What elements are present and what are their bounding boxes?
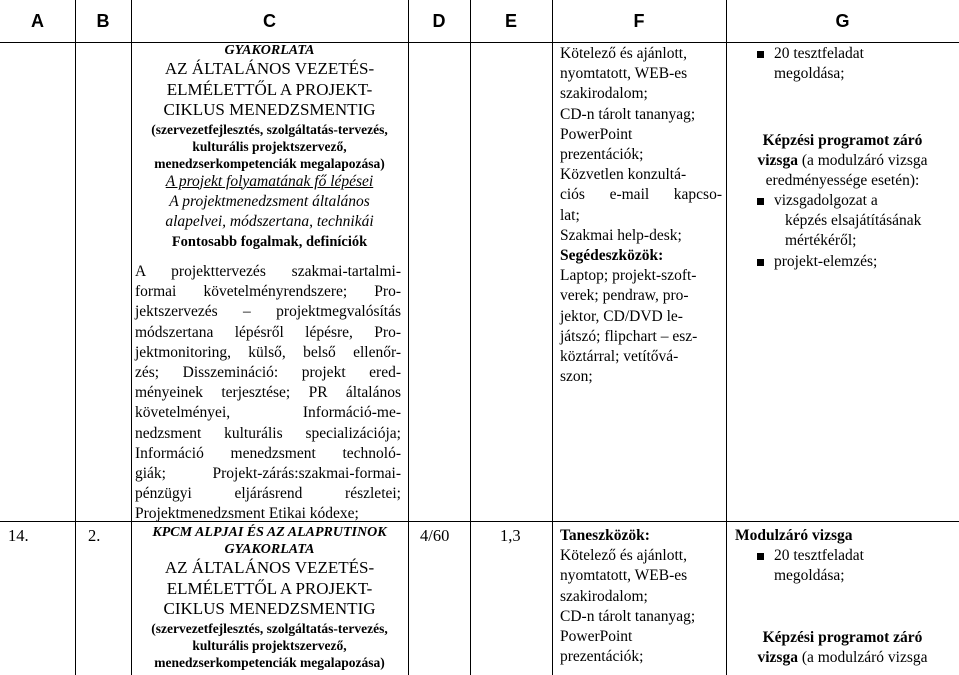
row1-essay-text-3: mértékéről; bbox=[785, 232, 857, 250]
row1-aids-line: verek; pendraw, pro- bbox=[560, 287, 689, 305]
row1-final-exam-note-2: eredményessége esetén): bbox=[765, 172, 920, 190]
col-line-2 bbox=[131, 0, 132, 675]
row1-final-exam-item-analysis bbox=[757, 252, 957, 272]
row1-topic-main-steps: A projekt folyamatának fő lépései bbox=[165, 172, 374, 190]
col-line-4 bbox=[470, 0, 471, 675]
row2-course-code: KPCM ALPJAI ÉS AZ ALAPRUTINOK bbox=[152, 525, 387, 540]
row1-assessment bbox=[757, 44, 957, 84]
row1-tools-line: PowerPoint bbox=[560, 125, 633, 143]
square-bullet-icon bbox=[757, 259, 764, 266]
row1-essay-text-2: képzés elsajátításának bbox=[785, 212, 922, 230]
row1-tools-line: lat; bbox=[560, 206, 580, 224]
row2-credits: 1,3 bbox=[500, 526, 521, 545]
row1-content-line: Információ menedzsment technoló- bbox=[135, 444, 401, 462]
row2-scope-line-1: (szervezetfejlesztés, szolgáltatás-tervezés, bbox=[151, 620, 388, 636]
square-bullet-icon bbox=[757, 553, 764, 560]
row1-content-line: jektmonitoring, külső, belső ellenőr- bbox=[135, 343, 401, 361]
row2-tools bbox=[560, 526, 722, 667]
row1-course-title-block bbox=[133, 42, 406, 252]
row1-final-exam-items bbox=[757, 191, 957, 272]
row2-tools-line: szakirodalom; bbox=[560, 587, 648, 605]
row1-aids-line: szon; bbox=[560, 368, 593, 386]
row1-final-exam-label: Képzési programot záró bbox=[762, 132, 923, 149]
header-d: D bbox=[408, 0, 470, 43]
row1-tools-line: Közvetlen konzultá- bbox=[560, 166, 687, 184]
row2-final-exam-note: (a modulzáró vizsga bbox=[797, 649, 928, 667]
row1-scope-line-2: kulturális projektszervező, bbox=[192, 138, 347, 154]
row2-title-line-3: CIKLUS MENEDZSMENTIG bbox=[163, 599, 376, 618]
row2-assessment-item-tests bbox=[757, 546, 957, 586]
square-bullet-icon bbox=[757, 198, 764, 205]
row1-content-line: Projektmenedzsment Etikai kódexe; bbox=[135, 505, 359, 523]
row1-subtitle-practice: GYAKORLATA bbox=[224, 43, 315, 58]
row1-tools-line: CD-n tárolt tananyag; bbox=[560, 105, 696, 123]
row1-tests-text-2: megoldása; bbox=[774, 65, 845, 83]
row2-tools-line: prezentációk; bbox=[560, 648, 644, 666]
row1-assessment-item-tests bbox=[757, 44, 957, 84]
row1-course-content bbox=[135, 262, 401, 525]
header-f: F bbox=[552, 0, 726, 43]
row1-final-exam-note: (a modulzáró vizsga bbox=[797, 152, 928, 170]
row1-tools-line: Szakmai help-desk; bbox=[560, 226, 682, 244]
row2-title-line-2: ELMÉLETTŐL A PROJEKT- bbox=[166, 578, 373, 598]
row2-final-exam-label: Képzési programot záró bbox=[762, 629, 923, 646]
row1-content-line: módszertana lépésről lépésre, Pro- bbox=[135, 323, 401, 341]
row2-assessment bbox=[735, 526, 957, 587]
row2-tools-line: CD-n tárolt tananyag; bbox=[560, 607, 696, 625]
row2-final-exam-label-2: vizsga bbox=[757, 649, 798, 667]
row1-content-line: zés; Disszemináció: projekt ered- bbox=[135, 364, 401, 382]
header-c: C bbox=[131, 0, 408, 43]
row2-tools-line: Kötelező és ajánlott, bbox=[560, 547, 687, 565]
row1-final-exam-item-essay bbox=[757, 191, 957, 211]
col-line-3 bbox=[408, 0, 409, 675]
header-g: G bbox=[726, 0, 959, 43]
row1-tools bbox=[560, 44, 722, 387]
row1-content-line: nedzsment kulturális specializációja; bbox=[135, 424, 401, 442]
square-bullet-icon bbox=[757, 51, 764, 58]
row1-content-line: követelményei, Információ-me- bbox=[135, 404, 401, 422]
row1-topic-definitions: Fontosabb fogalmak, definíciók bbox=[171, 234, 368, 251]
row2-sequence: 2. bbox=[88, 526, 101, 545]
row1-aids-line: köztárral; vetítővá- bbox=[560, 348, 679, 366]
row1-tools-line: szakirodalom; bbox=[560, 85, 648, 103]
row1-topic-principles-2: alapelvei, módszertana, technikái bbox=[165, 212, 374, 230]
row2-scope-line-3: menedzserkompetenciák megalapozása) bbox=[154, 654, 385, 670]
row1-content-line: jektszervezés – projektmegvalósítás bbox=[135, 303, 401, 321]
row2-course-title-block bbox=[133, 524, 406, 671]
row1-title-line-1: AZ ÁLTALÁNOS VEZETÉS- bbox=[164, 59, 375, 78]
row1-final-exam bbox=[728, 131, 957, 192]
row2-subtitle-practice: GYAKORLATA bbox=[224, 542, 315, 557]
row1-tools-line: ciós e-mail kapcso- bbox=[560, 186, 722, 204]
row2-tests-text-2: megoldása; bbox=[774, 567, 845, 585]
row1-tools-line: nyomtatott, WEB-es bbox=[560, 65, 688, 83]
row1-content-line: ményeinek terjesztése; PR általános bbox=[135, 384, 401, 402]
row1-tools-line: prezentációk; bbox=[560, 146, 644, 164]
row1-tools-line: Kötelező és ajánlott, bbox=[560, 45, 687, 62]
row2-module-exam-title: Modulzáró vizsga bbox=[735, 527, 853, 544]
row1-analysis-text: projekt-elemzés; bbox=[774, 252, 878, 270]
row2-scope-line-2: kulturális projektszervező, bbox=[192, 637, 347, 653]
row2-hours: 4/60 bbox=[420, 526, 450, 545]
header-a: A bbox=[0, 0, 75, 43]
row2-tests-text: 20 tesztfeladat bbox=[774, 547, 864, 565]
row1-aids-line: jektor, CD/DVD le- bbox=[560, 307, 683, 325]
row2-tools-line: nyomtatott, WEB-es bbox=[560, 567, 688, 585]
row1-scope-line-3: menedzserkompetenciák megalapozása) bbox=[154, 155, 385, 171]
row2-final-exam bbox=[728, 628, 957, 668]
row1-title-line-2: ELMÉLETTŐL A PROJEKT- bbox=[166, 79, 373, 99]
row1-title-line-3: CIKLUS MENEDZSMENTIG bbox=[163, 100, 376, 119]
col-line-5 bbox=[552, 0, 553, 675]
row1-content-line: A projekttervezés szakmai-tartalmi- bbox=[135, 263, 401, 280]
header-e: E bbox=[470, 0, 552, 43]
row2-tools-line: PowerPoint bbox=[560, 628, 633, 646]
row1-aids-line: Laptop; projekt-szoft- bbox=[560, 267, 697, 285]
row2-tools-label: Taneszközök: bbox=[560, 527, 650, 544]
col-line-6 bbox=[726, 0, 727, 675]
row1-scope-line-1: (szervezetfejlesztés, szolgáltatás-tervezés, bbox=[151, 121, 388, 137]
row2-title-line-1: AZ ÁLTALÁNOS VEZETÉS- bbox=[164, 558, 375, 577]
row1-content-line: formai követelményrendszere; Pro- bbox=[135, 283, 401, 301]
row1-content-line: giák; Projekt-zárás:szakmai-formai- bbox=[135, 465, 401, 483]
row2-number: 14. bbox=[8, 526, 29, 545]
row1-tests-text: 20 tesztfeladat bbox=[774, 45, 864, 62]
col-line-1 bbox=[75, 0, 76, 675]
row1-final-exam-label-2: vizsga bbox=[757, 152, 798, 170]
row1-topic-principles-1: A projektmenedzsment általános bbox=[169, 192, 370, 210]
row1-aids-label: Segédeszközök: bbox=[560, 247, 664, 265]
row1-essay-text: vizsgadolgozat a bbox=[774, 192, 878, 209]
header-b: B bbox=[75, 0, 131, 43]
row1-aids-line: játszó; flipchart – esz- bbox=[560, 327, 698, 345]
row1-content-line: pénzügyi eljárásrend részletei; bbox=[135, 485, 401, 503]
